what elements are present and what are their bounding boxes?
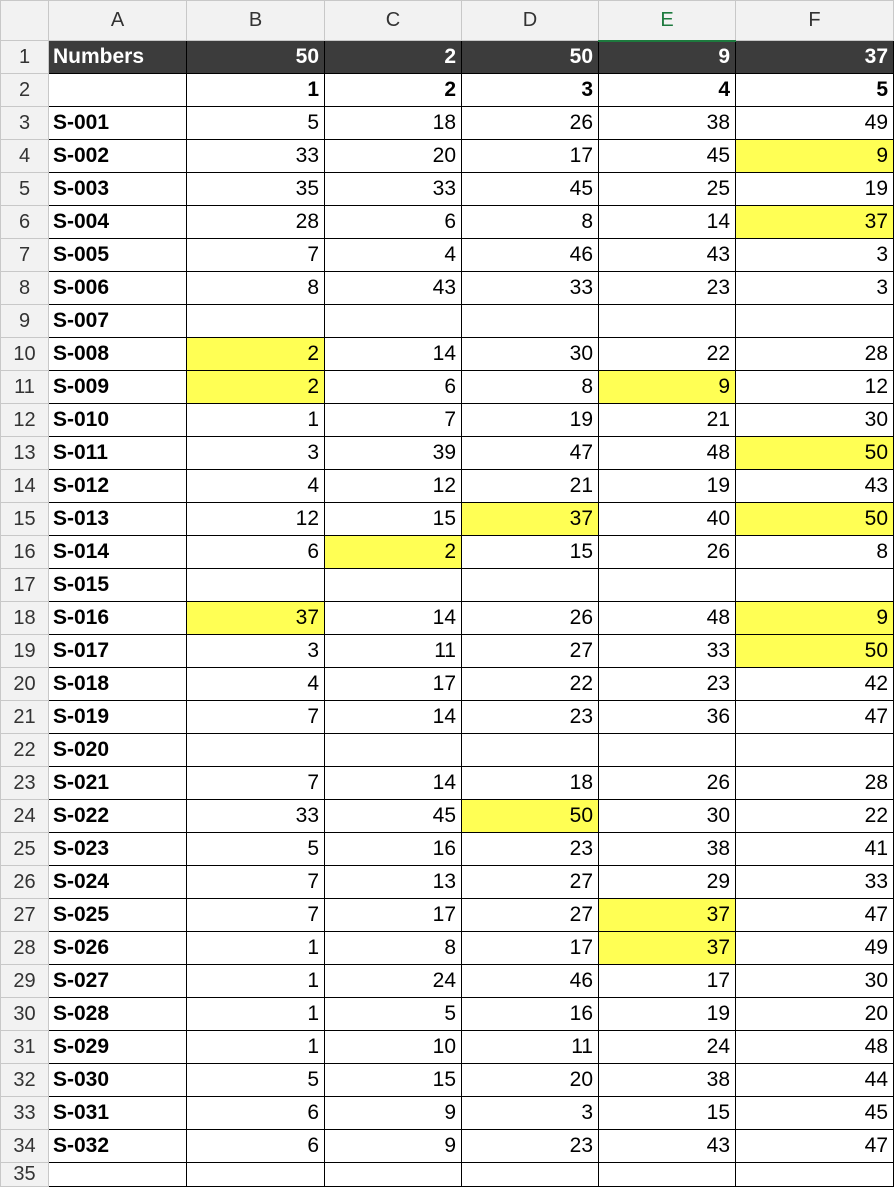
number-cell[interactable]: 19 bbox=[736, 173, 894, 206]
number-cell[interactable]: 1 bbox=[187, 74, 325, 107]
row-header[interactable]: 3 bbox=[1, 107, 49, 140]
number-cell[interactable]: 5 bbox=[187, 1064, 325, 1097]
number-cell[interactable]: 42 bbox=[736, 668, 894, 701]
number-cell[interactable]: 5 bbox=[187, 107, 325, 140]
row-header[interactable]: 4 bbox=[1, 140, 49, 173]
number-cell[interactable] bbox=[462, 734, 599, 767]
number-cell[interactable]: 17 bbox=[325, 899, 462, 932]
number-cell[interactable]: 22 bbox=[462, 668, 599, 701]
number-cell[interactable]: 16 bbox=[462, 998, 599, 1031]
number-cell[interactable]: 33 bbox=[187, 140, 325, 173]
number-cell[interactable]: 46 bbox=[462, 965, 599, 998]
number-cell[interactable]: 5 bbox=[187, 833, 325, 866]
number-cell[interactable]: 49 bbox=[736, 932, 894, 965]
number-cell[interactable]: 50 bbox=[736, 503, 894, 536]
row-header[interactable]: 31 bbox=[1, 1031, 49, 1064]
number-cell[interactable]: 50 bbox=[736, 635, 894, 668]
row-header[interactable]: 7 bbox=[1, 239, 49, 272]
number-cell[interactable]: 8 bbox=[736, 536, 894, 569]
number-cell[interactable]: 3 bbox=[187, 635, 325, 668]
number-cell[interactable]: 21 bbox=[599, 404, 736, 437]
row-header[interactable]: 6 bbox=[1, 206, 49, 239]
table-row bbox=[1, 1064, 894, 1097]
number-cell[interactable]: 27 bbox=[462, 866, 599, 899]
number-cell[interactable]: 7 bbox=[187, 239, 325, 272]
number-cell[interactable]: 44 bbox=[736, 1064, 894, 1097]
number-cell[interactable]: 23 bbox=[462, 1130, 599, 1163]
table-row bbox=[1, 998, 894, 1031]
row-label-cell[interactable]: S-032 bbox=[49, 1130, 187, 1163]
number-cell[interactable]: 16 bbox=[325, 833, 462, 866]
row-header[interactable]: 1 bbox=[1, 41, 49, 74]
table-row bbox=[1, 437, 894, 470]
number-cell[interactable]: 1 bbox=[187, 965, 325, 998]
number-cell[interactable]: 24 bbox=[325, 965, 462, 998]
number-cell[interactable]: 50 bbox=[462, 41, 599, 74]
row-header[interactable]: 24 bbox=[1, 800, 49, 833]
number-cell[interactable]: 26 bbox=[599, 536, 736, 569]
number-cell[interactable]: 7 bbox=[187, 866, 325, 899]
number-cell[interactable]: 17 bbox=[599, 965, 736, 998]
number-cell[interactable]: 15 bbox=[462, 536, 599, 569]
number-cell[interactable]: 12 bbox=[325, 470, 462, 503]
row-label-cell[interactable]: S-009 bbox=[49, 371, 187, 404]
empty-cell[interactable] bbox=[49, 1163, 187, 1187]
number-cell[interactable]: 8 bbox=[462, 206, 599, 239]
number-cell[interactable]: 15 bbox=[325, 503, 462, 536]
number-cell[interactable] bbox=[462, 569, 599, 602]
number-cell[interactable]: 41 bbox=[736, 833, 894, 866]
table-row bbox=[1, 1163, 894, 1187]
number-cell[interactable]: 5 bbox=[736, 74, 894, 107]
row-header[interactable]: 35 bbox=[1, 1163, 49, 1187]
table-row bbox=[1, 965, 894, 998]
row-header[interactable]: 15 bbox=[1, 503, 49, 536]
table-row bbox=[1, 932, 894, 965]
number-cell[interactable]: 15 bbox=[599, 1097, 736, 1130]
table-row bbox=[1, 239, 894, 272]
number-cell[interactable]: 1 bbox=[187, 404, 325, 437]
row-header[interactable]: 21 bbox=[1, 701, 49, 734]
table-row bbox=[1, 107, 894, 140]
number-cell[interactable]: 25 bbox=[599, 173, 736, 206]
row-label-cell[interactable]: S-030 bbox=[49, 1064, 187, 1097]
number-cell[interactable]: 9 bbox=[599, 371, 736, 404]
table-row bbox=[1, 404, 894, 437]
number-cell[interactable]: 40 bbox=[599, 503, 736, 536]
number-cell[interactable]: 45 bbox=[325, 800, 462, 833]
number-cell[interactable]: 12 bbox=[187, 503, 325, 536]
number-cell[interactable]: 9 bbox=[325, 1130, 462, 1163]
number-cell[interactable]: 3 bbox=[462, 74, 599, 107]
number-cell[interactable]: 2 bbox=[325, 41, 462, 74]
number-cell[interactable]: 30 bbox=[599, 800, 736, 833]
number-cell[interactable]: 26 bbox=[462, 602, 599, 635]
number-cell[interactable]: 7 bbox=[187, 701, 325, 734]
number-cell[interactable]: 37 bbox=[599, 899, 736, 932]
number-cell[interactable] bbox=[599, 305, 736, 338]
table-row bbox=[1, 371, 894, 404]
row-header[interactable]: 2 bbox=[1, 74, 49, 107]
table-row bbox=[1, 338, 894, 371]
number-cell[interactable]: 2 bbox=[325, 74, 462, 107]
number-cell[interactable]: 1 bbox=[187, 932, 325, 965]
number-cell[interactable]: 49 bbox=[736, 107, 894, 140]
number-cell[interactable]: 8 bbox=[462, 371, 599, 404]
number-cell[interactable] bbox=[325, 734, 462, 767]
row-header[interactable]: 28 bbox=[1, 932, 49, 965]
number-cell[interactable]: 10 bbox=[325, 1031, 462, 1064]
number-cell[interactable]: 17 bbox=[325, 668, 462, 701]
row-header[interactable]: 11 bbox=[1, 371, 49, 404]
table-row bbox=[1, 74, 894, 107]
number-cell[interactable]: 46 bbox=[462, 239, 599, 272]
number-cell[interactable]: 27 bbox=[462, 635, 599, 668]
row-label-cell[interactable]: S-020 bbox=[49, 734, 187, 767]
number-cell[interactable]: 2 bbox=[187, 338, 325, 371]
number-cell[interactable]: 8 bbox=[187, 272, 325, 305]
number-cell[interactable]: 6 bbox=[187, 1130, 325, 1163]
number-cell[interactable]: 17 bbox=[462, 932, 599, 965]
row-header[interactable]: 32 bbox=[1, 1064, 49, 1097]
number-cell[interactable]: 1 bbox=[187, 1031, 325, 1064]
number-cell[interactable]: 13 bbox=[325, 866, 462, 899]
number-cell[interactable]: 19 bbox=[599, 470, 736, 503]
number-cell[interactable]: 38 bbox=[599, 1064, 736, 1097]
row-label-cell[interactable]: S-026 bbox=[49, 932, 187, 965]
number-cell[interactable]: 50 bbox=[462, 800, 599, 833]
number-cell[interactable]: 3 bbox=[736, 272, 894, 305]
number-cell[interactable] bbox=[736, 305, 894, 338]
number-cell[interactable]: 33 bbox=[325, 173, 462, 206]
table-row bbox=[1, 701, 894, 734]
number-cell[interactable]: 3 bbox=[187, 437, 325, 470]
number-cell[interactable]: 37 bbox=[462, 503, 599, 536]
row-label-cell[interactable]: S-024 bbox=[49, 866, 187, 899]
number-cell[interactable]: 23 bbox=[599, 272, 736, 305]
number-cell[interactable]: 43 bbox=[599, 1130, 736, 1163]
row-label-cell[interactable]: S-007 bbox=[49, 305, 187, 338]
number-cell[interactable]: 47 bbox=[462, 437, 599, 470]
row-label-cell[interactable]: S-012 bbox=[49, 470, 187, 503]
row-header[interactable]: 9 bbox=[1, 305, 49, 338]
number-cell[interactable]: 37 bbox=[736, 41, 894, 74]
row-header[interactable]: 20 bbox=[1, 668, 49, 701]
number-cell[interactable] bbox=[325, 305, 462, 338]
number-cell[interactable]: 11 bbox=[462, 1031, 599, 1064]
column-header-b[interactable]: B bbox=[187, 1, 325, 41]
number-cell[interactable]: 17 bbox=[462, 140, 599, 173]
table-row bbox=[1, 305, 894, 338]
number-cell[interactable]: 20 bbox=[462, 1064, 599, 1097]
row-label-cell[interactable]: S-010 bbox=[49, 404, 187, 437]
number-cell[interactable]: 7 bbox=[187, 767, 325, 800]
number-cell[interactable]: 37 bbox=[736, 206, 894, 239]
number-cell[interactable]: 4 bbox=[325, 239, 462, 272]
number-cell[interactable]: 39 bbox=[325, 437, 462, 470]
number-cell[interactable] bbox=[462, 305, 599, 338]
column-header-e[interactable]: E bbox=[599, 1, 736, 41]
select-all-corner[interactable] bbox=[1, 1, 49, 41]
table-row bbox=[1, 899, 894, 932]
number-cell[interactable]: 11 bbox=[325, 635, 462, 668]
table-row bbox=[1, 734, 894, 767]
number-cell[interactable]: 14 bbox=[599, 206, 736, 239]
number-cell[interactable]: 33 bbox=[462, 272, 599, 305]
number-cell[interactable]: 2 bbox=[187, 371, 325, 404]
number-cell[interactable]: 48 bbox=[599, 437, 736, 470]
number-cell[interactable]: 20 bbox=[325, 140, 462, 173]
table-row bbox=[1, 41, 894, 74]
table-row bbox=[1, 569, 894, 602]
number-cell[interactable]: 26 bbox=[599, 767, 736, 800]
number-cell[interactable]: 5 bbox=[325, 998, 462, 1031]
row-header[interactable]: 17 bbox=[1, 569, 49, 602]
number-cell[interactable] bbox=[187, 734, 325, 767]
row-label-cell[interactable]: S-003 bbox=[49, 173, 187, 206]
number-cell[interactable]: 3 bbox=[736, 239, 894, 272]
row-label-cell[interactable]: S-019 bbox=[49, 701, 187, 734]
table-row bbox=[1, 668, 894, 701]
number-cell[interactable]: 30 bbox=[462, 338, 599, 371]
number-cell[interactable]: 50 bbox=[187, 41, 325, 74]
number-cell[interactable]: 9 bbox=[736, 602, 894, 635]
row-label-cell[interactable]: S-018 bbox=[49, 668, 187, 701]
row-header[interactable]: 34 bbox=[1, 1130, 49, 1163]
empty-cell[interactable] bbox=[187, 1163, 325, 1187]
column-header-d[interactable]: D bbox=[462, 1, 599, 41]
number-cell[interactable]: 14 bbox=[325, 701, 462, 734]
number-cell[interactable] bbox=[736, 734, 894, 767]
number-cell[interactable]: 6 bbox=[187, 536, 325, 569]
number-cell[interactable]: 33 bbox=[187, 800, 325, 833]
number-cell[interactable]: 1 bbox=[187, 998, 325, 1031]
number-cell[interactable]: 45 bbox=[599, 140, 736, 173]
row-label-cell[interactable]: S-025 bbox=[49, 899, 187, 932]
number-cell[interactable]: 33 bbox=[599, 635, 736, 668]
number-cell[interactable]: 19 bbox=[462, 404, 599, 437]
number-cell[interactable]: 8 bbox=[325, 932, 462, 965]
table-row bbox=[1, 602, 894, 635]
row-label-cell[interactable]: S-013 bbox=[49, 503, 187, 536]
number-cell[interactable]: 14 bbox=[325, 602, 462, 635]
number-cell[interactable]: 18 bbox=[325, 107, 462, 140]
number-cell[interactable]: 33 bbox=[736, 866, 894, 899]
number-cell[interactable]: 9 bbox=[325, 1097, 462, 1130]
number-cell[interactable]: 45 bbox=[736, 1097, 894, 1130]
number-cell[interactable]: 12 bbox=[736, 371, 894, 404]
table-row bbox=[1, 800, 894, 833]
row-label-cell[interactable]: S-028 bbox=[49, 998, 187, 1031]
row-label-cell[interactable]: S-023 bbox=[49, 833, 187, 866]
row-label-cell[interactable]: S-002 bbox=[49, 140, 187, 173]
table-row bbox=[1, 866, 894, 899]
number-cell[interactable] bbox=[325, 569, 462, 602]
column-header-row bbox=[1, 1, 894, 41]
number-cell[interactable]: 36 bbox=[599, 701, 736, 734]
number-cell[interactable]: 38 bbox=[599, 107, 736, 140]
number-cell[interactable] bbox=[187, 305, 325, 338]
row-header[interactable]: 5 bbox=[1, 173, 49, 206]
row-header[interactable]: 26 bbox=[1, 866, 49, 899]
number-cell[interactable] bbox=[599, 734, 736, 767]
row-label-cell[interactable]: S-031 bbox=[49, 1097, 187, 1130]
row-label-cell[interactable]: S-029 bbox=[49, 1031, 187, 1064]
row-label-cell[interactable] bbox=[49, 74, 187, 107]
number-cell[interactable]: 38 bbox=[599, 833, 736, 866]
number-cell[interactable]: 29 bbox=[599, 866, 736, 899]
number-cell[interactable]: 47 bbox=[736, 899, 894, 932]
number-cell[interactable]: 26 bbox=[462, 107, 599, 140]
number-cell[interactable]: 4 bbox=[187, 668, 325, 701]
number-cell[interactable] bbox=[736, 569, 894, 602]
number-cell[interactable]: 37 bbox=[599, 932, 736, 965]
number-cell[interactable] bbox=[187, 569, 325, 602]
row-label-cell[interactable]: S-017 bbox=[49, 635, 187, 668]
row-label-cell[interactable]: S-008 bbox=[49, 338, 187, 371]
column-header-f[interactable]: F bbox=[736, 1, 894, 41]
row-label-cell[interactable]: S-022 bbox=[49, 800, 187, 833]
row-header[interactable]: 16 bbox=[1, 536, 49, 569]
number-cell[interactable]: 21 bbox=[462, 470, 599, 503]
table-row bbox=[1, 536, 894, 569]
row-label-cell[interactable]: Numbers bbox=[49, 41, 187, 74]
number-cell[interactable]: 30 bbox=[736, 404, 894, 437]
number-cell[interactable]: 30 bbox=[736, 965, 894, 998]
empty-cell[interactable] bbox=[599, 1163, 736, 1187]
row-label-cell[interactable]: S-004 bbox=[49, 206, 187, 239]
column-header-a[interactable]: A bbox=[49, 1, 187, 41]
number-cell[interactable]: 4 bbox=[187, 470, 325, 503]
row-header[interactable]: 10 bbox=[1, 338, 49, 371]
number-cell[interactable]: 15 bbox=[325, 1064, 462, 1097]
number-cell[interactable]: 20 bbox=[736, 998, 894, 1031]
table-row bbox=[1, 173, 894, 206]
number-cell[interactable]: 7 bbox=[187, 899, 325, 932]
row-header[interactable]: 29 bbox=[1, 965, 49, 998]
table-row bbox=[1, 503, 894, 536]
empty-cell[interactable] bbox=[736, 1163, 894, 1187]
row-header[interactable]: 23 bbox=[1, 767, 49, 800]
table-row bbox=[1, 470, 894, 503]
table-row bbox=[1, 272, 894, 305]
number-cell[interactable]: 45 bbox=[462, 173, 599, 206]
number-cell[interactable] bbox=[599, 569, 736, 602]
number-cell[interactable]: 6 bbox=[325, 371, 462, 404]
number-cell[interactable]: 48 bbox=[599, 602, 736, 635]
number-cell[interactable]: 23 bbox=[462, 701, 599, 734]
empty-cell[interactable] bbox=[462, 1163, 599, 1187]
row-header[interactable]: 22 bbox=[1, 734, 49, 767]
row-label-cell[interactable]: S-006 bbox=[49, 272, 187, 305]
number-cell[interactable]: 4 bbox=[599, 74, 736, 107]
row-header[interactable]: 14 bbox=[1, 470, 49, 503]
row-header[interactable]: 27 bbox=[1, 899, 49, 932]
number-cell[interactable]: 6 bbox=[325, 206, 462, 239]
table-row bbox=[1, 635, 894, 668]
number-cell[interactable]: 6 bbox=[187, 1097, 325, 1130]
number-cell[interactable]: 9 bbox=[736, 140, 894, 173]
row-label-cell[interactable]: S-015 bbox=[49, 569, 187, 602]
number-cell[interactable]: 50 bbox=[736, 437, 894, 470]
number-cell[interactable]: 19 bbox=[599, 998, 736, 1031]
row-label-cell[interactable]: S-005 bbox=[49, 239, 187, 272]
number-cell[interactable]: 28 bbox=[736, 338, 894, 371]
empty-cell[interactable] bbox=[325, 1163, 462, 1187]
number-cell[interactable]: 43 bbox=[736, 470, 894, 503]
table-row bbox=[1, 206, 894, 239]
table-row bbox=[1, 1031, 894, 1064]
number-cell[interactable]: 3 bbox=[462, 1097, 599, 1130]
row-header[interactable]: 33 bbox=[1, 1097, 49, 1130]
table-row bbox=[1, 767, 894, 800]
number-cell[interactable]: 37 bbox=[187, 602, 325, 635]
table-row bbox=[1, 1097, 894, 1130]
row-header[interactable]: 13 bbox=[1, 437, 49, 470]
number-cell[interactable]: 24 bbox=[599, 1031, 736, 1064]
row-label-cell[interactable]: S-011 bbox=[49, 437, 187, 470]
number-cell[interactable]: 18 bbox=[462, 767, 599, 800]
number-cell[interactable]: 47 bbox=[736, 701, 894, 734]
number-cell[interactable]: 22 bbox=[736, 800, 894, 833]
number-cell[interactable]: 28 bbox=[187, 206, 325, 239]
column-header-c[interactable]: C bbox=[325, 1, 462, 41]
row-label-cell[interactable]: S-001 bbox=[49, 107, 187, 140]
row-header[interactable]: 18 bbox=[1, 602, 49, 635]
number-cell[interactable]: 48 bbox=[736, 1031, 894, 1064]
number-cell[interactable]: 2 bbox=[325, 536, 462, 569]
table-row bbox=[1, 1130, 894, 1163]
number-cell[interactable]: 9 bbox=[599, 41, 736, 74]
row-label-cell[interactable]: S-014 bbox=[49, 536, 187, 569]
row-header[interactable]: 30 bbox=[1, 998, 49, 1031]
number-cell[interactable]: 23 bbox=[462, 833, 599, 866]
row-header[interactable]: 25 bbox=[1, 833, 49, 866]
row-header[interactable]: 12 bbox=[1, 404, 49, 437]
number-cell[interactable]: 28 bbox=[736, 767, 894, 800]
number-cell[interactable]: 14 bbox=[325, 338, 462, 371]
table-row bbox=[1, 833, 894, 866]
row-header[interactable]: 19 bbox=[1, 635, 49, 668]
row-label-cell[interactable]: S-021 bbox=[49, 767, 187, 800]
number-cell[interactable]: 27 bbox=[462, 899, 599, 932]
row-label-cell[interactable]: S-016 bbox=[49, 602, 187, 635]
row-header[interactable]: 8 bbox=[1, 272, 49, 305]
number-cell[interactable]: 22 bbox=[599, 338, 736, 371]
number-cell[interactable]: 47 bbox=[736, 1130, 894, 1163]
number-cell[interactable]: 7 bbox=[325, 404, 462, 437]
table-row bbox=[1, 140, 894, 173]
number-cell[interactable]: 43 bbox=[599, 239, 736, 272]
number-cell[interactable]: 43 bbox=[325, 272, 462, 305]
number-cell[interactable]: 14 bbox=[325, 767, 462, 800]
row-label-cell[interactable]: S-027 bbox=[49, 965, 187, 998]
number-cell[interactable]: 35 bbox=[187, 173, 325, 206]
number-cell[interactable]: 23 bbox=[599, 668, 736, 701]
